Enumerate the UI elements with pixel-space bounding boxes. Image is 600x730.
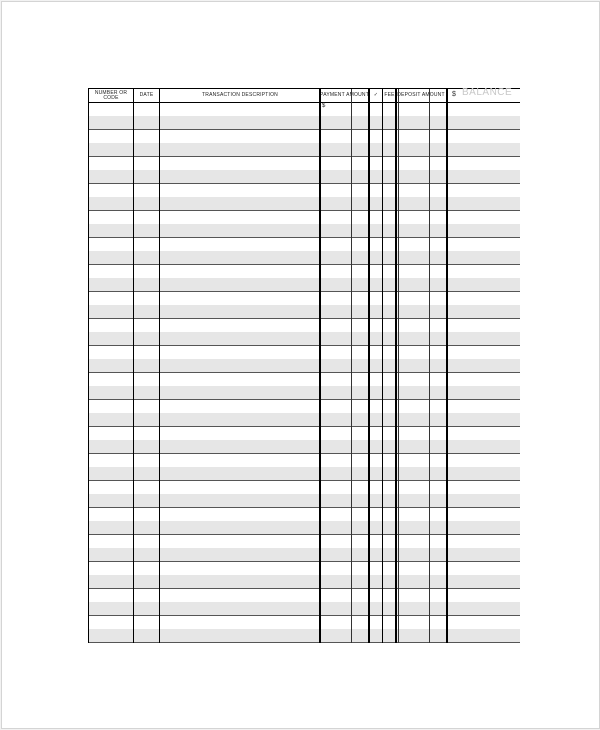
column-divider xyxy=(368,89,370,643)
header-number-or-code: NUMBER OR CODE xyxy=(94,89,128,101)
register-row xyxy=(89,292,520,305)
register-row xyxy=(89,386,520,400)
register-row xyxy=(89,305,520,319)
register-row xyxy=(89,278,520,292)
first-payment-dollar-sign: $ xyxy=(322,103,326,109)
register-row xyxy=(89,157,520,170)
register-row xyxy=(89,184,520,197)
register-row xyxy=(89,359,520,373)
register-row xyxy=(89,467,520,481)
register-row xyxy=(89,481,520,494)
column-divider xyxy=(398,89,399,643)
register-row xyxy=(89,400,520,413)
register-row xyxy=(89,130,520,143)
register-header-row xyxy=(89,89,520,103)
column-divider xyxy=(382,89,383,643)
register-row xyxy=(89,170,520,184)
transaction-register-table xyxy=(88,88,520,643)
column-divider xyxy=(446,89,448,643)
register-row xyxy=(89,508,520,521)
register-row xyxy=(89,265,520,278)
register-row xyxy=(89,589,520,602)
register-row xyxy=(89,562,520,575)
register-row xyxy=(89,602,520,616)
register-row xyxy=(89,319,520,332)
register-row xyxy=(89,575,520,589)
column-divider xyxy=(319,89,321,643)
register-row xyxy=(89,454,520,467)
register-row xyxy=(89,211,520,224)
header-transaction-description: TRANSACTION DESCRIPTION xyxy=(202,92,278,98)
register-row xyxy=(89,197,520,211)
header-payment-amount: PAYMENT AMOUNT xyxy=(320,92,369,98)
balance-label: BALANCE xyxy=(462,87,513,98)
register-row xyxy=(89,535,520,548)
header-check-mark-icon: ✓ xyxy=(373,92,379,98)
balance-dollar-sign: $ xyxy=(452,91,457,98)
register-row xyxy=(89,251,520,265)
column-divider xyxy=(351,89,352,643)
header-balance xyxy=(448,89,520,102)
register-row xyxy=(89,521,520,535)
header-date: DATE xyxy=(139,92,154,98)
register-row xyxy=(89,427,520,440)
register-body xyxy=(89,103,520,643)
column-divider xyxy=(395,89,397,643)
column-divider xyxy=(133,89,134,643)
register-row xyxy=(89,616,520,629)
register-row xyxy=(89,224,520,238)
register-row xyxy=(89,629,520,643)
register-row xyxy=(89,373,520,386)
register-row xyxy=(89,548,520,562)
register-row xyxy=(89,346,520,359)
column-divider xyxy=(429,89,430,643)
register-row xyxy=(89,238,520,251)
register-row xyxy=(89,440,520,454)
register-row xyxy=(89,332,520,346)
register-row xyxy=(89,494,520,508)
header-fee: FEE xyxy=(384,92,395,98)
header-deposit-amount: DEPOSIT AMOUNT xyxy=(397,92,445,98)
register-row xyxy=(89,116,520,130)
column-divider xyxy=(159,89,160,643)
register-row xyxy=(89,143,520,157)
checkbook-register-page xyxy=(1,1,600,729)
register-row xyxy=(89,103,520,116)
register-row xyxy=(89,413,520,427)
